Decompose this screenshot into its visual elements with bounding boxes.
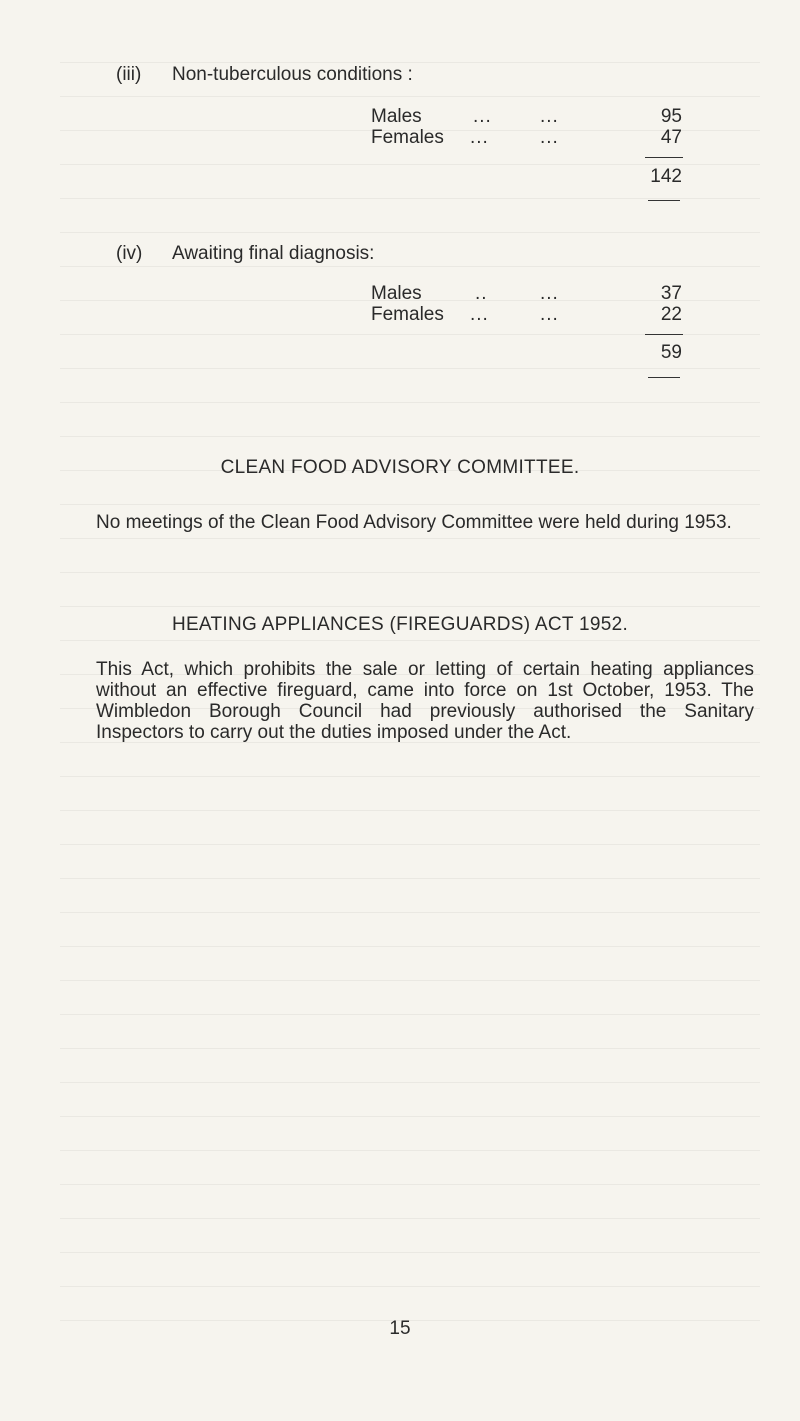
iv-males-label: Males xyxy=(371,283,422,304)
iii-females-leader: ... xyxy=(470,127,489,148)
section-iv-title: Awaiting final diagnosis: xyxy=(172,243,375,264)
iii-males-value: 95 xyxy=(660,106,682,127)
page-number: 15 xyxy=(389,1318,411,1339)
iv-females-leader: ... xyxy=(470,304,489,325)
clean-food-heading: CLEAN FOOD ADVISORY COMMITTEE. xyxy=(220,457,580,478)
iii-males-leader: ... xyxy=(473,106,492,127)
iii-males-leader-2: ... xyxy=(540,106,559,127)
iii-females-label: Females xyxy=(371,127,444,148)
iv-females-value: 22 xyxy=(660,304,682,325)
iv-males-leader-2: ... xyxy=(540,283,559,304)
heating-heading: HEATING APPLIANCES (FIREGUARDS) ACT 1952. xyxy=(171,614,629,635)
iii-females-leader-2: ... xyxy=(540,127,559,148)
iv-sum-rule xyxy=(645,334,683,335)
iv-males-leader: .. xyxy=(475,283,488,304)
iv-females-leader-2: ... xyxy=(540,304,559,325)
clean-food-text: No meetings of the Clean Food Advisory Committee were held during 1953. xyxy=(96,512,732,533)
section-iii-title: Non-tuberculous conditions : xyxy=(172,64,413,85)
iii-males-label: Males xyxy=(371,106,422,127)
iii-sum-rule xyxy=(645,157,683,158)
section-iv-label: (iv) xyxy=(116,243,143,264)
iv-females-label: Females xyxy=(371,304,444,325)
iv-total: 59 xyxy=(660,342,682,363)
iii-females-value: 47 xyxy=(660,127,682,148)
section-iii-label: (iii) xyxy=(116,64,142,85)
iii-total: 142 xyxy=(650,166,682,187)
iii-total-rule xyxy=(648,200,680,201)
iv-total-rule xyxy=(648,377,680,378)
heating-text: This Act, which prohibits the sale or letting of certain heating appliances without an effective fireguard, came into force on 1st October, 1953. The Wimbledon Borough Council had previously authorised the Sanitary Inspectors to carry out the duties imposed under the Act. xyxy=(96,659,754,743)
iv-males-value: 37 xyxy=(660,283,682,304)
